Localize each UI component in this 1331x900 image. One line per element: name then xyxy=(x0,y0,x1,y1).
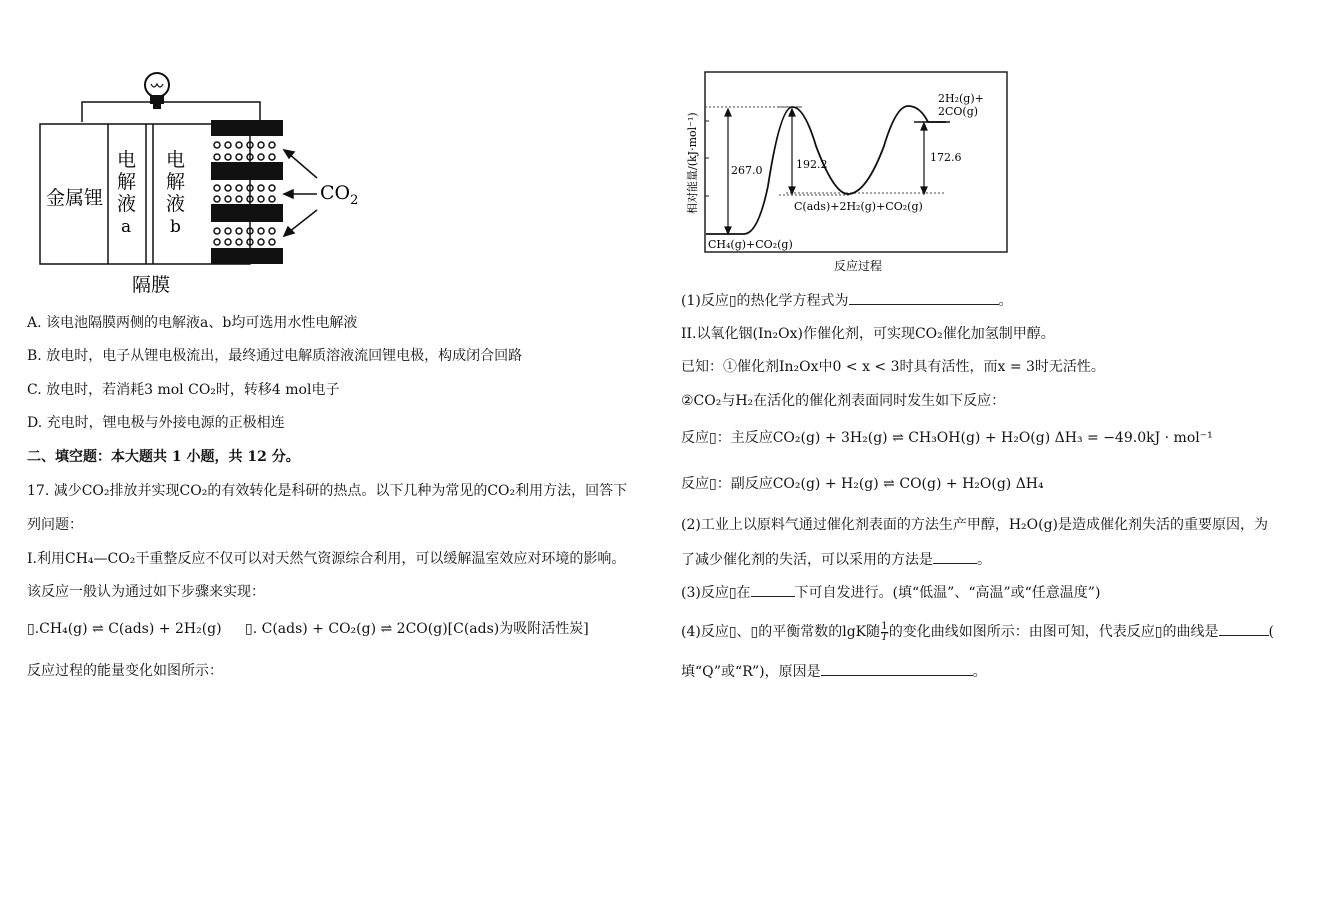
metal-li-label: 金属锂 xyxy=(46,187,104,209)
light-bulb-icon xyxy=(145,73,169,109)
step-2-equation: ▯. C(ads) + CO₂(g) ⇌ 2CO(g)[C(ads)为吸附活性炭] xyxy=(245,621,589,637)
energy-value-172: 172.6 xyxy=(930,151,962,164)
energy-mid-label: C(ads)+2H₂(g)+CO₂(g) xyxy=(794,200,923,213)
option-a: A. 该电池隔膜两侧的电解液a、b均可选用水性电解液 xyxy=(27,315,358,331)
section-heading: 二、填空题：本大题共 1 小题，共 12 分。 xyxy=(27,449,300,465)
q3-answer-blank[interactable] xyxy=(751,582,795,597)
membrane-label: 隔膜 xyxy=(132,274,171,296)
electrolyte-b-char-1: 电 xyxy=(166,149,186,171)
energy-value-267: 267.0 xyxy=(731,164,763,177)
option-c: C. 放电时，若消耗3 mol CO₂时，转移4 mol电子 xyxy=(27,382,340,398)
energy-value-192: 192.2 xyxy=(796,158,828,171)
known-1: 已知：①催化剂In₂Ox中0 < x < 3时具有活性，而x = 3时无活性。 xyxy=(681,359,1105,375)
option-b: B. 放电时，电子从锂电极流出，最终通过电解质溶液流回锂电极，构成闭合回路 xyxy=(27,348,523,364)
q17-intro-line-2: 列问题： xyxy=(27,517,83,533)
energy-ylabel: 相对能量/(kJ·mol⁻¹) xyxy=(686,112,699,214)
electrolyte-a-char-4: a xyxy=(121,217,132,237)
part1-line-1: I.利用CH₄—CO₂干重整反应不仅可以对天然气资源综合利用，可以缓解温室效应对环境的影响。 xyxy=(27,551,626,567)
known-2: ②CO₂与H₂在活化的催化剂表面同时发生如下反应： xyxy=(681,393,1006,409)
electrolyte-b-char-4: b xyxy=(170,217,181,237)
electrolyte-b-char-3: 液 xyxy=(166,193,186,215)
electrolyte-a-char-2: 解 xyxy=(117,171,137,193)
q4-curve-answer-blank[interactable] xyxy=(1219,621,1269,636)
q2-line-2: 了减少催化剂的失活，可以采用的方法是 。 xyxy=(681,549,991,570)
option-d: D. 充电时，锂电极与外接电源的正极相连 xyxy=(27,415,285,431)
energy-profile-diagram xyxy=(684,66,1020,276)
energy-xlabel: 反应过程 xyxy=(834,259,883,273)
co2-label: $CO_2$ xyxy=(320,182,359,208)
q1-text: (1)反应▯的热化学方程式为 。 xyxy=(681,290,1013,311)
part2-text: II.以氧化铟(In₂Ox)作催化剂，可实现CO₂催化加氢制甲醇。 xyxy=(681,326,1055,342)
q17-intro-line-1: 17. 减少CO₂排放并实现CO₂的有效转化是科研的热点。以下几种为常见的CO₂利用方法，回答下 xyxy=(27,483,628,499)
q4-reason-answer-blank[interactable] xyxy=(821,661,973,676)
energy-end-label-2: 2CO(g) xyxy=(938,105,979,118)
q4-line-2: 填“Q”或“R”)，原因是 。 xyxy=(681,661,987,682)
q2-answer-blank[interactable] xyxy=(933,549,977,564)
q4-fraction: $\frac{1}{T}$ xyxy=(881,620,888,643)
q2-line-1: (2)工业上以原料气通过催化剂表面的方法生产甲醇，H₂O(g)是造成催化剂失活的重要原因，为 xyxy=(681,517,1269,533)
electrolyte-a-char-1: 电 xyxy=(117,149,137,171)
q1-answer-blank[interactable] xyxy=(849,290,999,305)
reaction-side: 反应▯：副反应CO₂(g) + H₂(g) ⇌ CO(g) + H₂O(g) ΔH₄ xyxy=(681,476,1044,492)
reaction-main: 反应▯：主反应CO₂(g) + 3H₂(g) ⇌ CH₃OH(g) + H₂O(g) ΔH₃ = −49.0kJ · mol⁻¹ xyxy=(681,430,1213,446)
q3-text: (3)反应▯在 下可自发进行。(填“低温”、“高温”或“任意温度”) xyxy=(681,582,1100,603)
part1-line-2: 该反应一般认为通过如下步骤来实现： xyxy=(27,584,265,600)
electrolyte-b-char-2: 解 xyxy=(166,171,186,193)
energy-diagram-intro: 反应过程的能量变化如图所示： xyxy=(27,663,223,679)
battery-diagram xyxy=(30,62,370,300)
step-1-equation: ▯.CH₄(g) ⇌ C(ads) + 2H₂(g) xyxy=(27,621,222,637)
energy-end-label-1: 2H₂(g)+ xyxy=(938,92,984,105)
energy-start-label: CH₄(g)+CO₂(g) xyxy=(708,238,793,251)
co2-arrows xyxy=(284,150,317,236)
electrolyte-a-char-3: 液 xyxy=(117,193,137,215)
q4-line-1: (4)反应▯、▯的平衡常数的lgK随 $\frac{1}{T}$ 的变化曲线如图所示：由图可知，代表反应▯的曲线是 ( xyxy=(681,620,1274,643)
